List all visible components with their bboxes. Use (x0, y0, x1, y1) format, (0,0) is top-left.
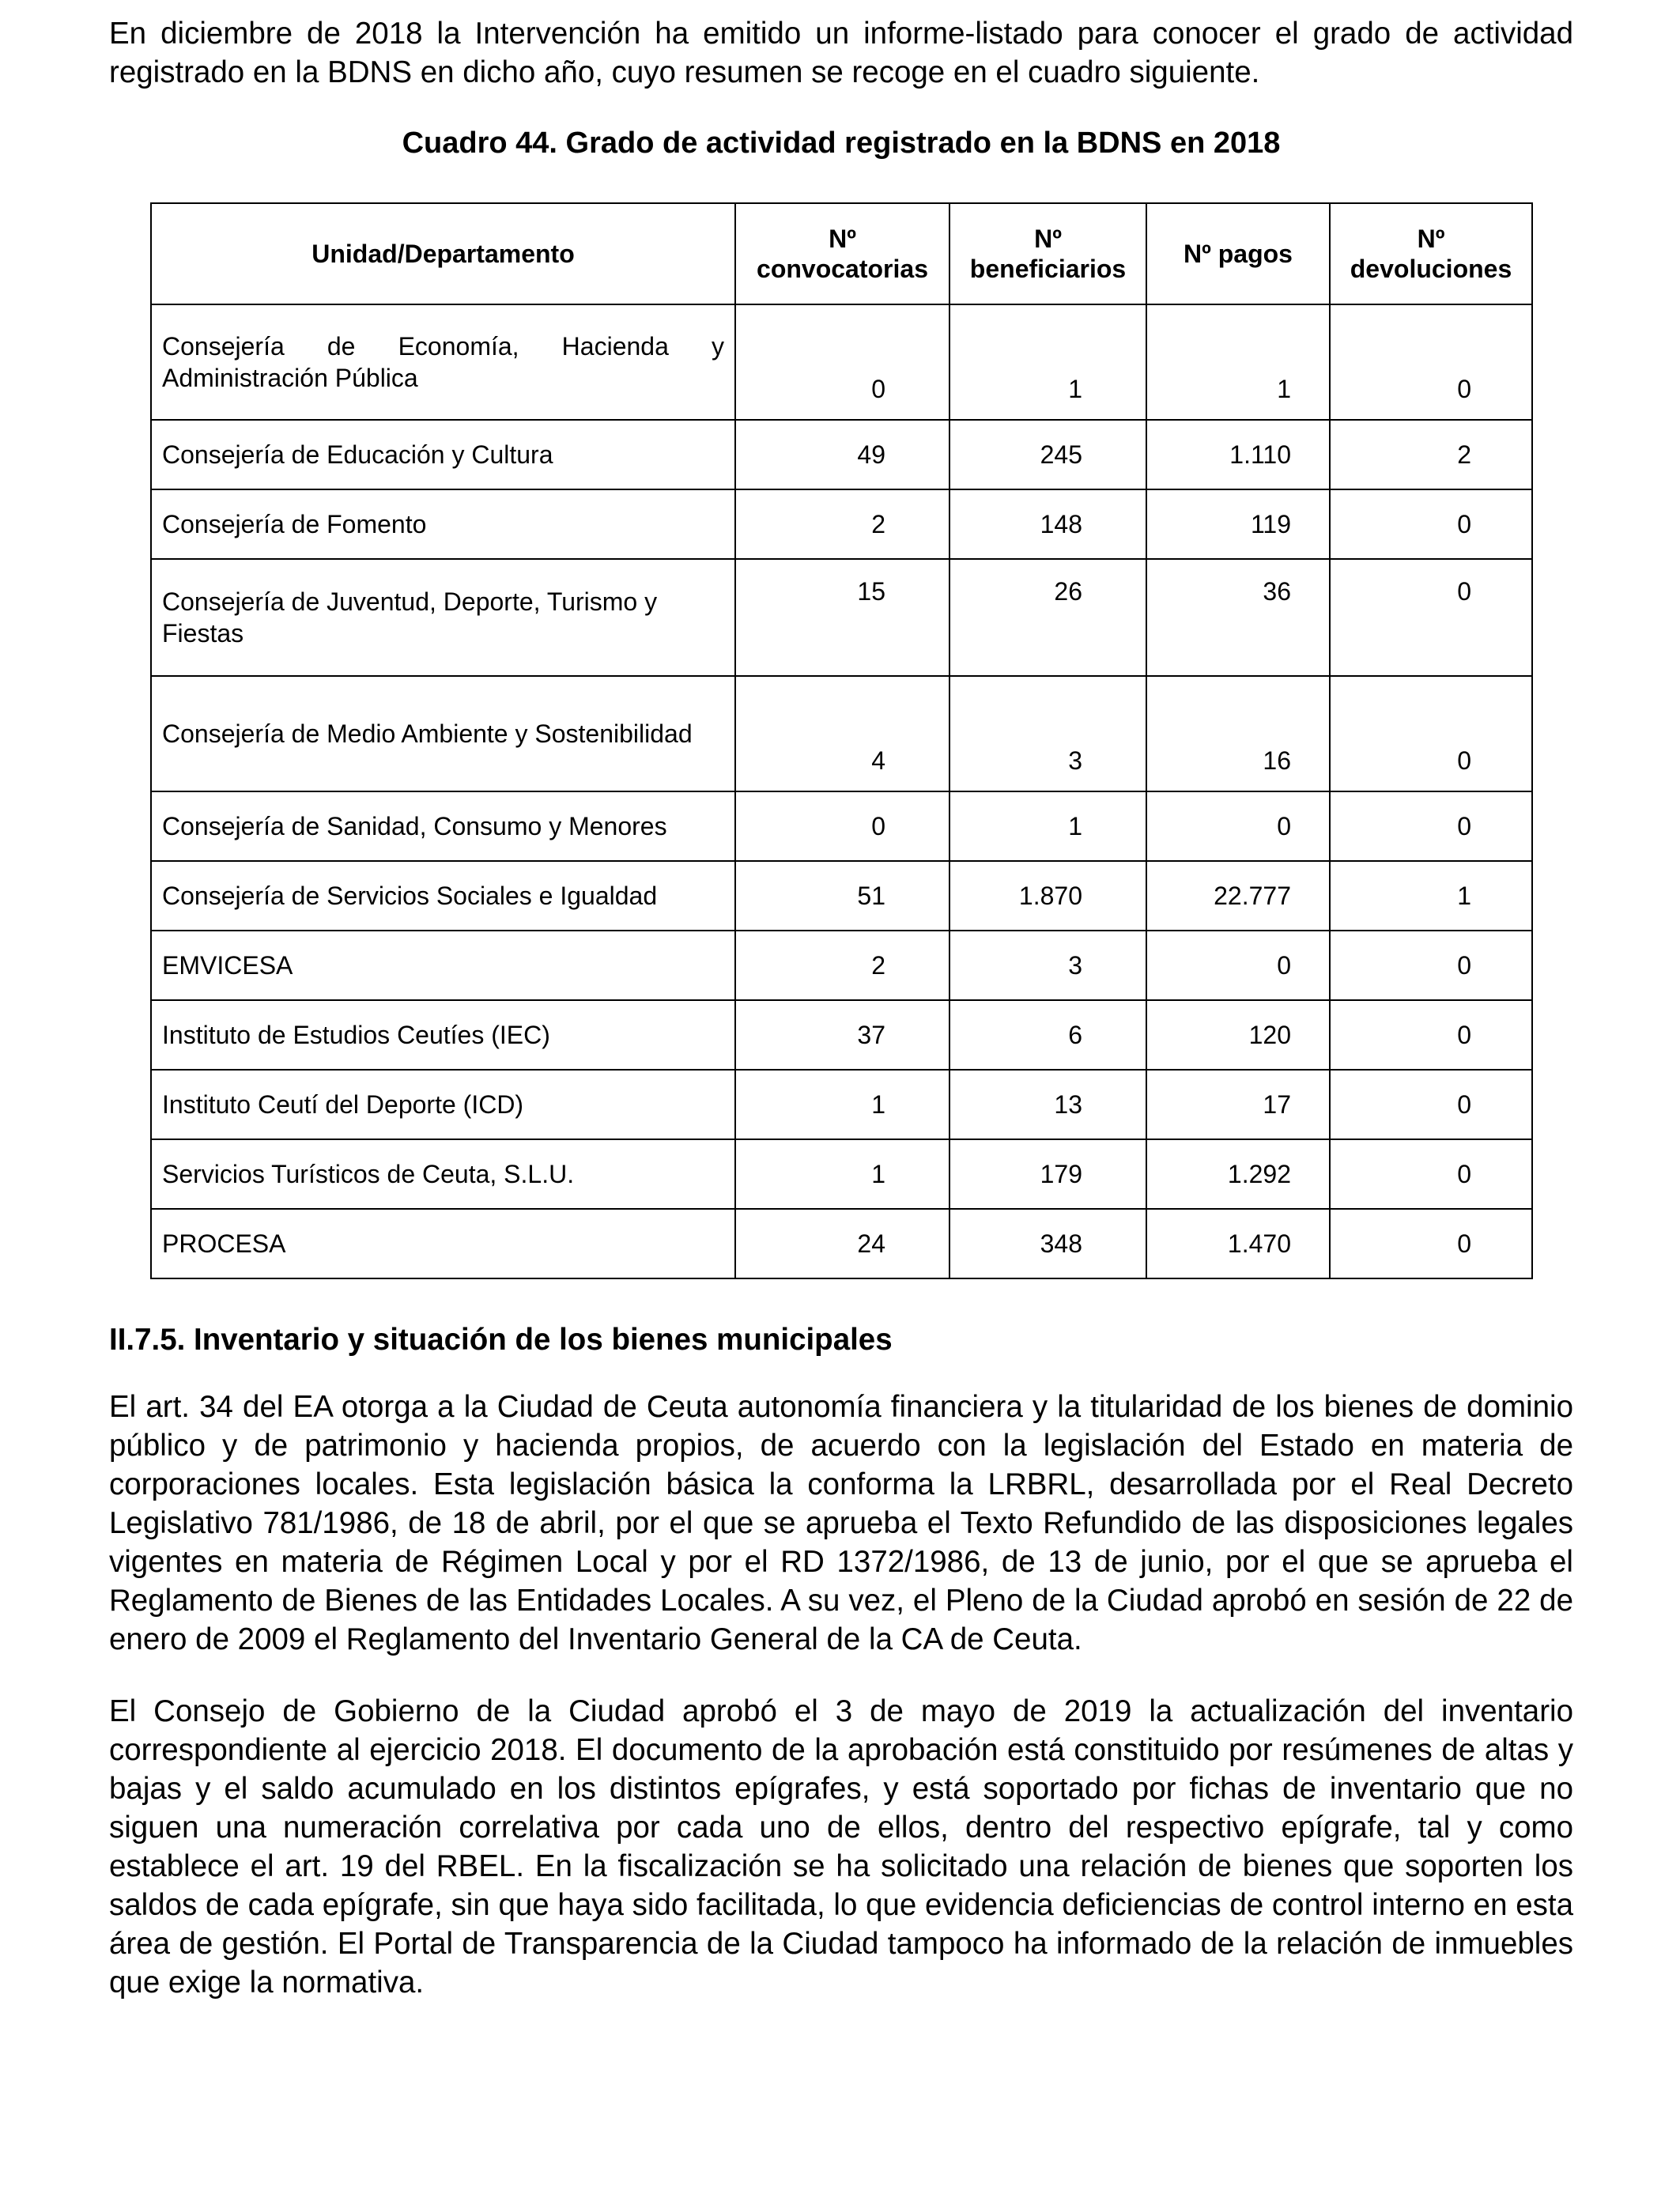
paragraph-spacer (109, 1659, 1573, 1692)
section-heading: II.7.5. Inventario y situación de los bienes municipales (109, 1323, 893, 1357)
cell-unit: Consejería de Medio Ambiente y Sostenibilidad (151, 676, 735, 791)
table-header-row (151, 203, 1532, 304)
cell-pagos: 1.470 (1146, 1209, 1330, 1278)
cell-pagos: 0 (1146, 791, 1330, 861)
table-row (151, 1000, 1532, 1070)
cell-beneficiarios: 148 (949, 489, 1146, 559)
table-caption: Cuadro 44. Grado de actividad registrado en la BDNS en 2018 (402, 127, 1281, 160)
table-row (151, 1070, 1532, 1139)
cell-unit: Consejería de Sanidad, Consumo y Menores (151, 791, 735, 861)
cell-pagos: 1.110 (1146, 420, 1330, 489)
cell-beneficiarios: 245 (949, 420, 1146, 489)
cell-beneficiarios: 1 (949, 304, 1146, 420)
cell-beneficiarios: 1.870 (949, 861, 1146, 931)
cell-convocatorias: 0 (735, 791, 949, 861)
header-beneficiarios-line2: beneficiarios (969, 255, 1127, 283)
header-devoluciones-line2: devoluciones (1350, 255, 1512, 283)
header-devoluciones (1330, 203, 1532, 304)
table-row (151, 304, 1532, 420)
table-row (151, 861, 1532, 931)
cell-unit: PROCESA (151, 1209, 735, 1278)
header-convocatorias (735, 203, 949, 304)
cell-convocatorias: 4 (735, 676, 949, 791)
bdns-activity-table (150, 202, 1533, 1279)
header-devoluciones-line1: Nº (1417, 225, 1445, 253)
intro-paragraph: En diciembre de 2018 la Intervención ha emitido un informe-listado para conocer el grado de actividad registrado en la BDNS en dicho año, cuyo resumen se recoge en el cuadro siguiente. (109, 17, 1573, 89)
cell-convocatorias: 49 (735, 420, 949, 489)
cell-devoluciones: 0 (1330, 1139, 1532, 1209)
body-paragraph-1: El art. 34 del EA otorga a la Ciudad de Ceuta autonomía financiera y la titularidad de los bienes de dominio público y de patrimonio y hacienda propios, de acuerdo con la legislación del Estado en materia de corporaciones locales. Esta legislación básica la conforma la LRBRL, desarrollada por el Real Decreto Legislativo 781/1986, de 18 de abril, por el que se aprueba el Texto Refundido de las disposiciones legales vigentes en materia de Régimen Local y por el RD 1372/1986, de 13 de junio, por el que se aprueba el Reglamento de Bienes de las Entidades Locales. A su vez, el Pleno de la Ciudad aprobó en sesión de 22 de enero de 2009 el Reglamento del Inventario General de la CA de Ceuta. (109, 1390, 1573, 1656)
cell-unit: Consejería de Servicios Sociales e Igualdad (151, 861, 735, 931)
cell-pagos: 22.777 (1146, 861, 1330, 931)
cell-convocatorias: 51 (735, 861, 949, 931)
table-row (151, 489, 1532, 559)
cell-beneficiarios: 1 (949, 791, 1146, 861)
cell-devoluciones: 0 (1330, 559, 1532, 676)
cell-pagos: 120 (1146, 1000, 1330, 1070)
cell-devoluciones: 0 (1330, 676, 1532, 791)
cell-convocatorias: 1 (735, 1139, 949, 1209)
cell-beneficiarios: 3 (949, 676, 1146, 791)
cell-devoluciones: 0 (1330, 931, 1532, 1000)
cell-devoluciones: 0 (1330, 1209, 1532, 1278)
header-unit: Unidad/Departamento (151, 203, 735, 304)
cell-devoluciones: 0 (1330, 1070, 1532, 1139)
cell-unit: Instituto Ceutí del Deporte (ICD) (151, 1070, 735, 1139)
table-row (151, 791, 1532, 861)
header-pagos: Nº pagos (1146, 203, 1330, 304)
cell-convocatorias: 2 (735, 931, 949, 1000)
cell-unit: Instituto de Estudios Ceutíes (IEC) (151, 1000, 735, 1070)
cell-unit: Consejería de Juventud, Deporte, Turismo y Fiestas (151, 559, 735, 676)
table-row (151, 1139, 1532, 1209)
cell-beneficiarios: 26 (949, 559, 1146, 676)
cell-pagos: 16 (1146, 676, 1330, 791)
header-beneficiarios (949, 203, 1146, 304)
cell-convocatorias: 37 (735, 1000, 949, 1070)
cell-beneficiarios: 3 (949, 931, 1146, 1000)
cell-unit: EMVICESA (151, 931, 735, 1000)
cell-devoluciones: 0 (1330, 791, 1532, 861)
inventory-section (109, 1320, 1573, 2002)
header-convocatorias-line2: convocatorias (757, 255, 928, 283)
cell-beneficiarios: 13 (949, 1070, 1146, 1139)
cell-convocatorias: 15 (735, 559, 949, 676)
table-row (151, 676, 1532, 791)
header-beneficiarios-line1: Nº (1034, 225, 1062, 253)
cell-pagos: 36 (1146, 559, 1330, 676)
cell-convocatorias: 2 (735, 489, 949, 559)
cell-pagos: 0 (1146, 931, 1330, 1000)
table-row (151, 559, 1532, 676)
cell-unit: Consejería de Fomento (151, 489, 735, 559)
table-row (151, 1209, 1532, 1278)
cell-unit: Consejería de Educación y Cultura (151, 420, 735, 489)
cell-convocatorias: 24 (735, 1209, 949, 1278)
cell-beneficiarios: 6 (949, 1000, 1146, 1070)
cell-unit: Consejería de Economía, Hacienda y Administración Pública (151, 304, 735, 420)
cell-beneficiarios: 179 (949, 1139, 1146, 1209)
table-row (151, 420, 1532, 489)
cell-unit: Servicios Turísticos de Ceuta, S.L.U. (151, 1139, 735, 1209)
cell-devoluciones: 0 (1330, 489, 1532, 559)
header-convocatorias-line1: Nº (829, 225, 856, 253)
cell-devoluciones: 2 (1330, 420, 1532, 489)
cell-pagos: 1 (1146, 304, 1330, 420)
cell-pagos: 17 (1146, 1070, 1330, 1139)
cell-pagos: 1.292 (1146, 1139, 1330, 1209)
cell-convocatorias: 0 (735, 304, 949, 420)
page-top (109, 14, 1573, 163)
cell-devoluciones: 0 (1330, 304, 1532, 420)
table-row (151, 931, 1532, 1000)
cell-convocatorias: 1 (735, 1070, 949, 1139)
cell-devoluciones: 1 (1330, 861, 1532, 931)
cell-devoluciones: 0 (1330, 1000, 1532, 1070)
cell-pagos: 119 (1146, 489, 1330, 559)
cell-beneficiarios: 348 (949, 1209, 1146, 1278)
body-paragraph-2: El Consejo de Gobierno de la Ciudad aprobó el 3 de mayo de 2019 la actualización del inventario correspondiente al ejercicio 2018. El documento de la aprobación está constituido por resúmenes de altas y bajas y el saldo acumulado en los distintos epígrafes, y está soportado por fichas de inventario que no siguen una numeración correlativa por cada uno de ellos, dentro del respectivo epígrafe, tal y como establece el art. 19 del RBEL. En la fiscalización se ha solicitado una relación de bienes que soporten los saldos de cada epígrafe, sin que haya sido facilitada, lo que evidencia deficiencias de control interno en esta área de gestión. El Portal de Transparencia de la Ciudad tampoco ha informado de la relación de inmuebles que exige la normativa. (109, 1694, 1573, 2000)
